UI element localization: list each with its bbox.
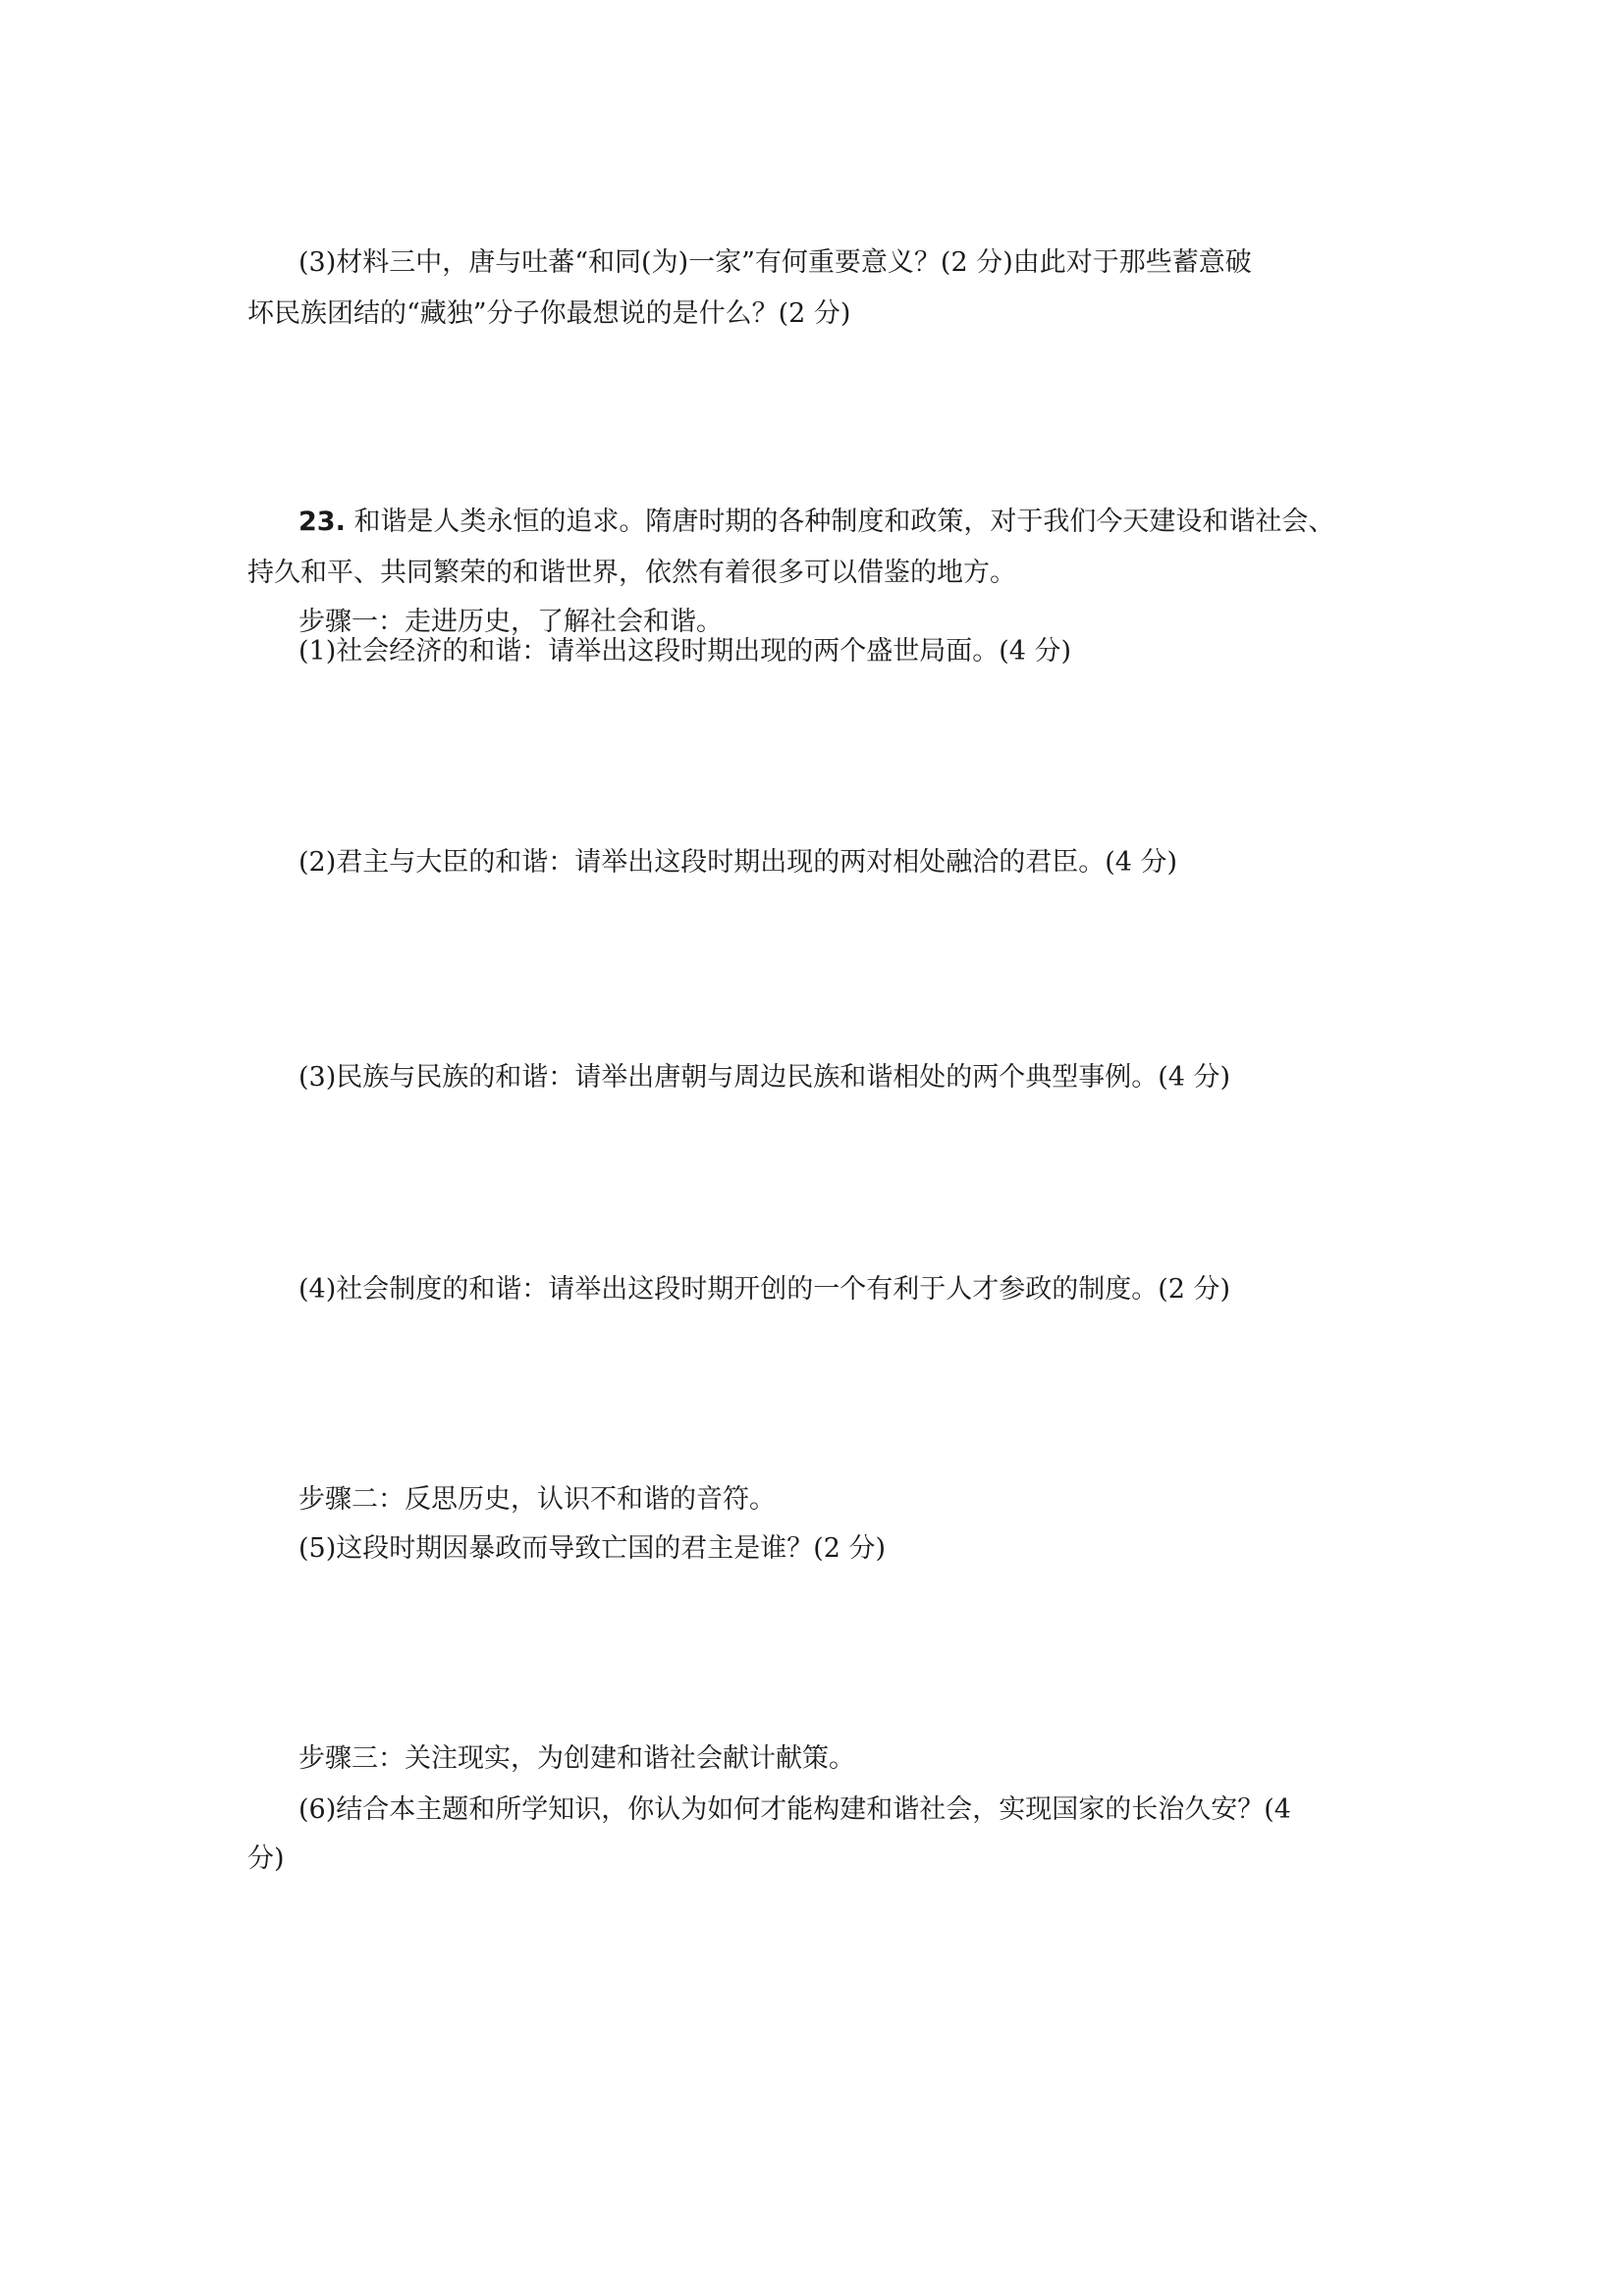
sub-question-5: (5)这段时期因暴政而导致亡国的君主是谁？(2 分) [298, 1533, 887, 1564]
sub-question-4: (4)社会制度的和谐：请举出这段时期开创的一个有利于人才参政的制度。(2 分) [298, 1274, 1231, 1305]
q22-part3-line2: 坏民族团结的“藏独”分子你最想说的是什么？(2 分) [247, 298, 851, 329]
q23-intro-line2: 持久和平、共同繁荣的和谐世界，依然有着很多可以借鉴的地方。 [247, 558, 1016, 588]
sub-question-3: (3)民族与民族的和谐：请举出唐朝与周边民族和谐相处的两个典型事例。(4 分) [298, 1062, 1231, 1093]
step1-heading: 步骤一：走进历史，了解社会和谐。 [298, 607, 723, 637]
step3-heading: 步骤三：关注现实，为创建和谐社会献计献策。 [298, 1743, 855, 1774]
q23-intro-line1 [298, 503, 1334, 542]
question-number: 23. [298, 507, 346, 537]
sub-question-6-line2: 分) [247, 1843, 285, 1874]
sub-question-2: (2)君主与大臣的和谐：请举出这段时期出现的两对相处融洽的君臣。(4 分) [298, 847, 1178, 878]
sub-question-1: (1)社会经济的和谐：请举出这段时期出现的两个盛世局面。(4 分) [298, 636, 1072, 667]
sub-question-6-line1: (6)结合本主题和所学知识，你认为如何才能构建和谐社会，实现国家的长治久安？(4 [298, 1794, 1291, 1825]
q22-part3-line1: (3)材料三中，唐与吐蕃“和同(为)一家”有何重要意义？(2 分)由此对于那些蓄意破 [298, 247, 1252, 278]
step2-heading: 步骤二：反思历史，认识不和谐的音符。 [298, 1484, 776, 1515]
q23-intro-text: 和谐是人类永恒的追求。隋唐时期的各种制度和政策，对于我们今天建设和谐社会、 [353, 507, 1335, 537]
